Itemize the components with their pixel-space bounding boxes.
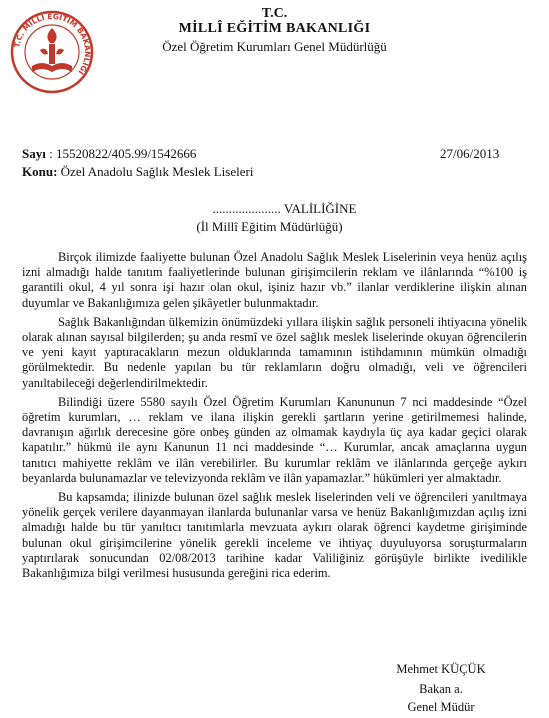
- signatory-title-1: Bakan a.: [419, 682, 463, 696]
- header-ministry: MİLLÎ EĞİTİM BAKANLIĞI: [178, 21, 371, 36]
- sayi-value: : 15520822/405.99/1542666: [49, 146, 197, 161]
- signatory-title-2: Genel Müdür: [407, 700, 475, 714]
- document-date: 27/06/2013: [440, 146, 500, 161]
- paragraph-1: Birçok ilimizde faaliyette bulunan Özel Anadolu Sağlık Meslek Liselerinin veya henüz açılış izni almadığı halde tanıtım faaliyetlerinde bulunan girişimcilerin reklam ve ilânlarında “%100 iş garantili okul, 4 yıl sonra işi hazır olan okul, işiniz hazır vb.” ilanlar verdiklerine ilişkin alınan duyumlar ve Bakanlığımıza gelen şikâyetler bulunmaktadır.: [22, 250, 527, 310]
- konu-value: Özel Anadolu Sağlık Meslek Liseleri: [60, 164, 254, 179]
- header-tc: T.C.: [261, 6, 288, 21]
- paragraph-3: Bilindiği üzere 5580 sayılı Özel Öğretim Kurumları Kanununun 7 nci maddesinde “Özel öğretim kurumları, … reklam ve ilana ilişkin gerekli şartların yerine getirilmemesi halinde, davranışın ağırlık derecesine göre onbeş günden az olmamak kaydıyla üç aya kadar geçici olarak kapatılır.” hükmü ile aynı Kanunun 11 nci maddesinde “… Kurumlar, ancak amaçlarına uygun tanıtıcı mahiyette reklâm ve ilân verebilirler. Bu kurumlar reklâm ve ilânlarında gerçeğe aykırı beyanlarda bulunamazlar ve televizyonda reklâm ve ilân yapamazlar.” hükümleri yer almaktadır.: [22, 394, 527, 485]
- signatory-name: Mehmet KÜÇÜK: [396, 662, 486, 676]
- header-directorate: Özel Öğretim Kurumları Genel Müdürlüğü: [162, 39, 387, 54]
- addressee-line2: (İl Millî Eğitim Müdürlüğü): [196, 219, 343, 234]
- letter-body: [22, 250, 527, 585]
- sayi-label: Sayı: [22, 146, 46, 161]
- paragraph-4: Bu kapsamda; ilinizde bulunan özel sağlık meslek liselerinden veli ve öğrencileri yanıltmaya yönelik gerçek verilere dayanmayan ilanlarda bulunanlar varsa ve henüz Bakanlığımızdan açılış izni almadığı halde bu tür yanıltıcı tanıtımlarla mevzuata aykırı olarak öğrenci kaydetme girişiminde bulunan okul girişimcilerine yönelik gerekli inceleme ve ihtiyaç duyuluyorsa soruşturmaların yaptırılarak sonucundan 02/08/2013 tarihine kadar Valiliğiniz görüşüyle birlikte ivedilikle Bakanlığımıza bilgi verilmesi hususunda gereğini rica ederim.: [22, 490, 527, 581]
- addressee-line1: ..................... VALİLİĞİNE: [212, 201, 357, 216]
- reference-number: [22, 147, 196, 160]
- paragraph-2: Sağlık Bakanlığından ülkemizin önümüzdeki yıllara ilişkin sağlık personeli ihtiyacına yönelik olarak alınan sayısal bilgilerden; şu anda resmî ve özel sağlık meslek liselerinde okuyan öğrencilerin ve yeni kayıt yaptıracakların mezun olduklarında tamamının istihdamının mümkün olmadığı görülmektedir. Bu nedenle yapılan bu tür reklamların doğru olmadığı, veli ve öğrencileri yanıltabileceği değerlendirilmektedir.: [22, 314, 527, 390]
- logo-text: T.C. MİLLÎ EĞİTİM BAKANLIĞI: [12, 11, 93, 77]
- subject-line: [22, 165, 253, 178]
- konu-label: Konu:: [22, 164, 58, 179]
